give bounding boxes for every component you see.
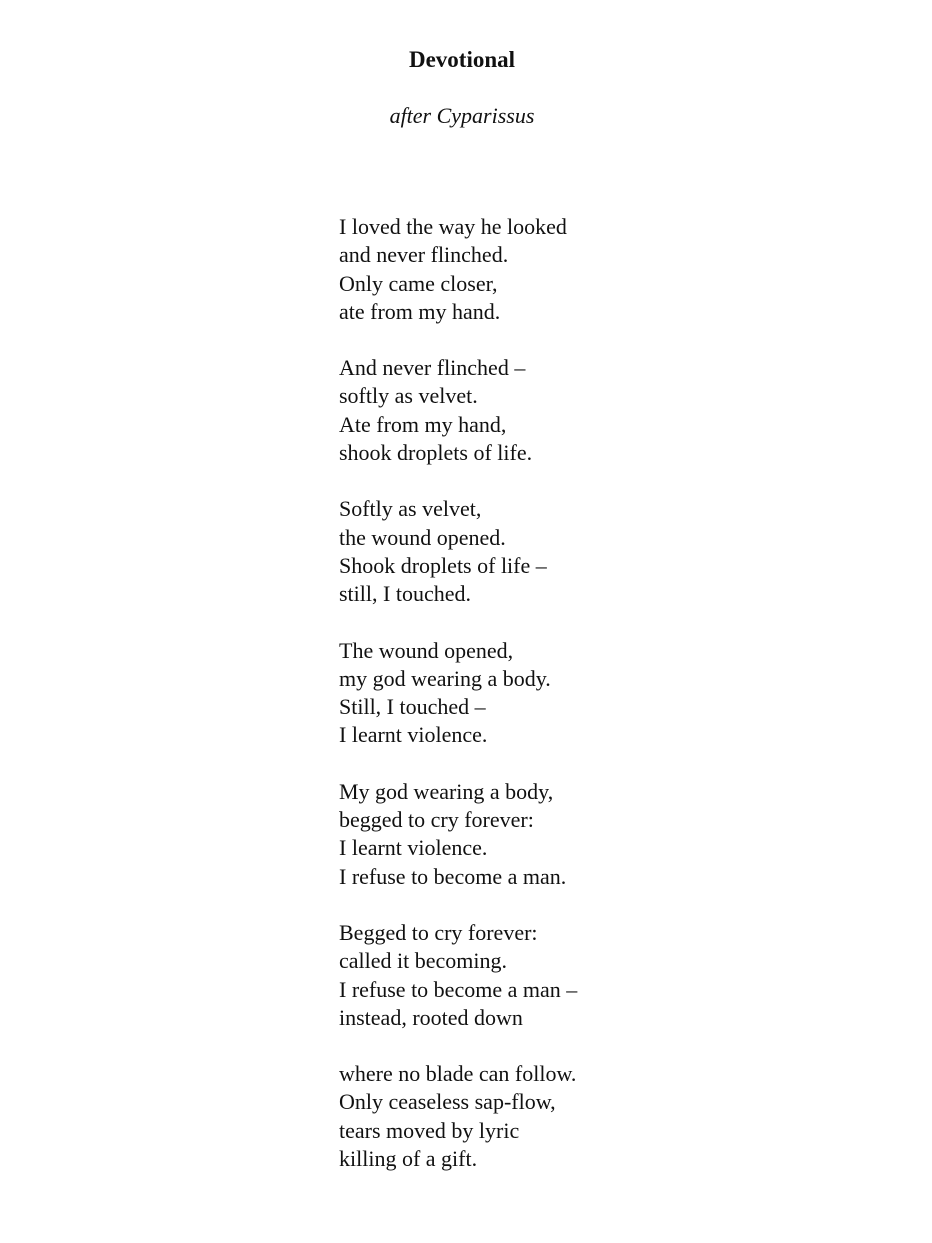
- poem-line: Ate from my hand,: [339, 411, 507, 437]
- stanza: [339, 637, 739, 750]
- poem-line: still, I touched.: [339, 581, 471, 607]
- stanza: [339, 1060, 739, 1173]
- poem-body: [339, 213, 739, 1201]
- poem-line: I learnt violence.: [339, 722, 488, 748]
- poem-line: Shook droplets of life –: [339, 552, 547, 578]
- stanza: [339, 778, 739, 891]
- poem-line: ate from my hand.: [339, 298, 501, 324]
- stanza: [339, 213, 739, 326]
- stanza: [339, 354, 739, 467]
- poem-line: I loved the way he looked: [339, 214, 567, 239]
- poem-line: and never flinched.: [339, 242, 509, 268]
- poem-line: The wound opened,: [339, 637, 514, 663]
- poem-line: My god wearing a body,: [339, 778, 554, 804]
- poem-line: shook droplets of life.: [339, 440, 533, 466]
- poem-line: killing of a gift.: [339, 1146, 478, 1172]
- poem-line: I learnt violence.: [339, 835, 488, 861]
- poem-line: I refuse to become a man –: [339, 976, 578, 1002]
- poem-line: my god wearing a body.: [339, 665, 551, 691]
- poem-line: tears moved by lyric: [339, 1117, 520, 1143]
- poem-line: Begged to cry forever:: [339, 919, 538, 945]
- poem-line: where no blade can follow.: [339, 1061, 577, 1087]
- poem-line: Softly as velvet,: [339, 496, 482, 522]
- poem-line: Still, I touched –: [339, 694, 486, 720]
- poem-epigraph: after Cyparissus: [389, 103, 535, 128]
- poem-line: the wound opened.: [339, 524, 506, 550]
- poem-line: Only came closer,: [339, 270, 498, 296]
- poem-line: Only ceaseless sap-flow,: [339, 1089, 556, 1115]
- poem-line: begged to cry forever:: [339, 807, 534, 833]
- poem-line: softly as velvet.: [339, 383, 478, 409]
- poem-line: And never flinched –: [339, 355, 526, 381]
- poem-title: Devotional: [408, 47, 516, 72]
- poem-line: I refuse to become a man.: [339, 863, 567, 889]
- poem-line: called it becoming.: [339, 948, 507, 974]
- stanza: [339, 919, 739, 1032]
- stanza: [339, 495, 739, 608]
- poem-line: instead, rooted down: [339, 1004, 523, 1030]
